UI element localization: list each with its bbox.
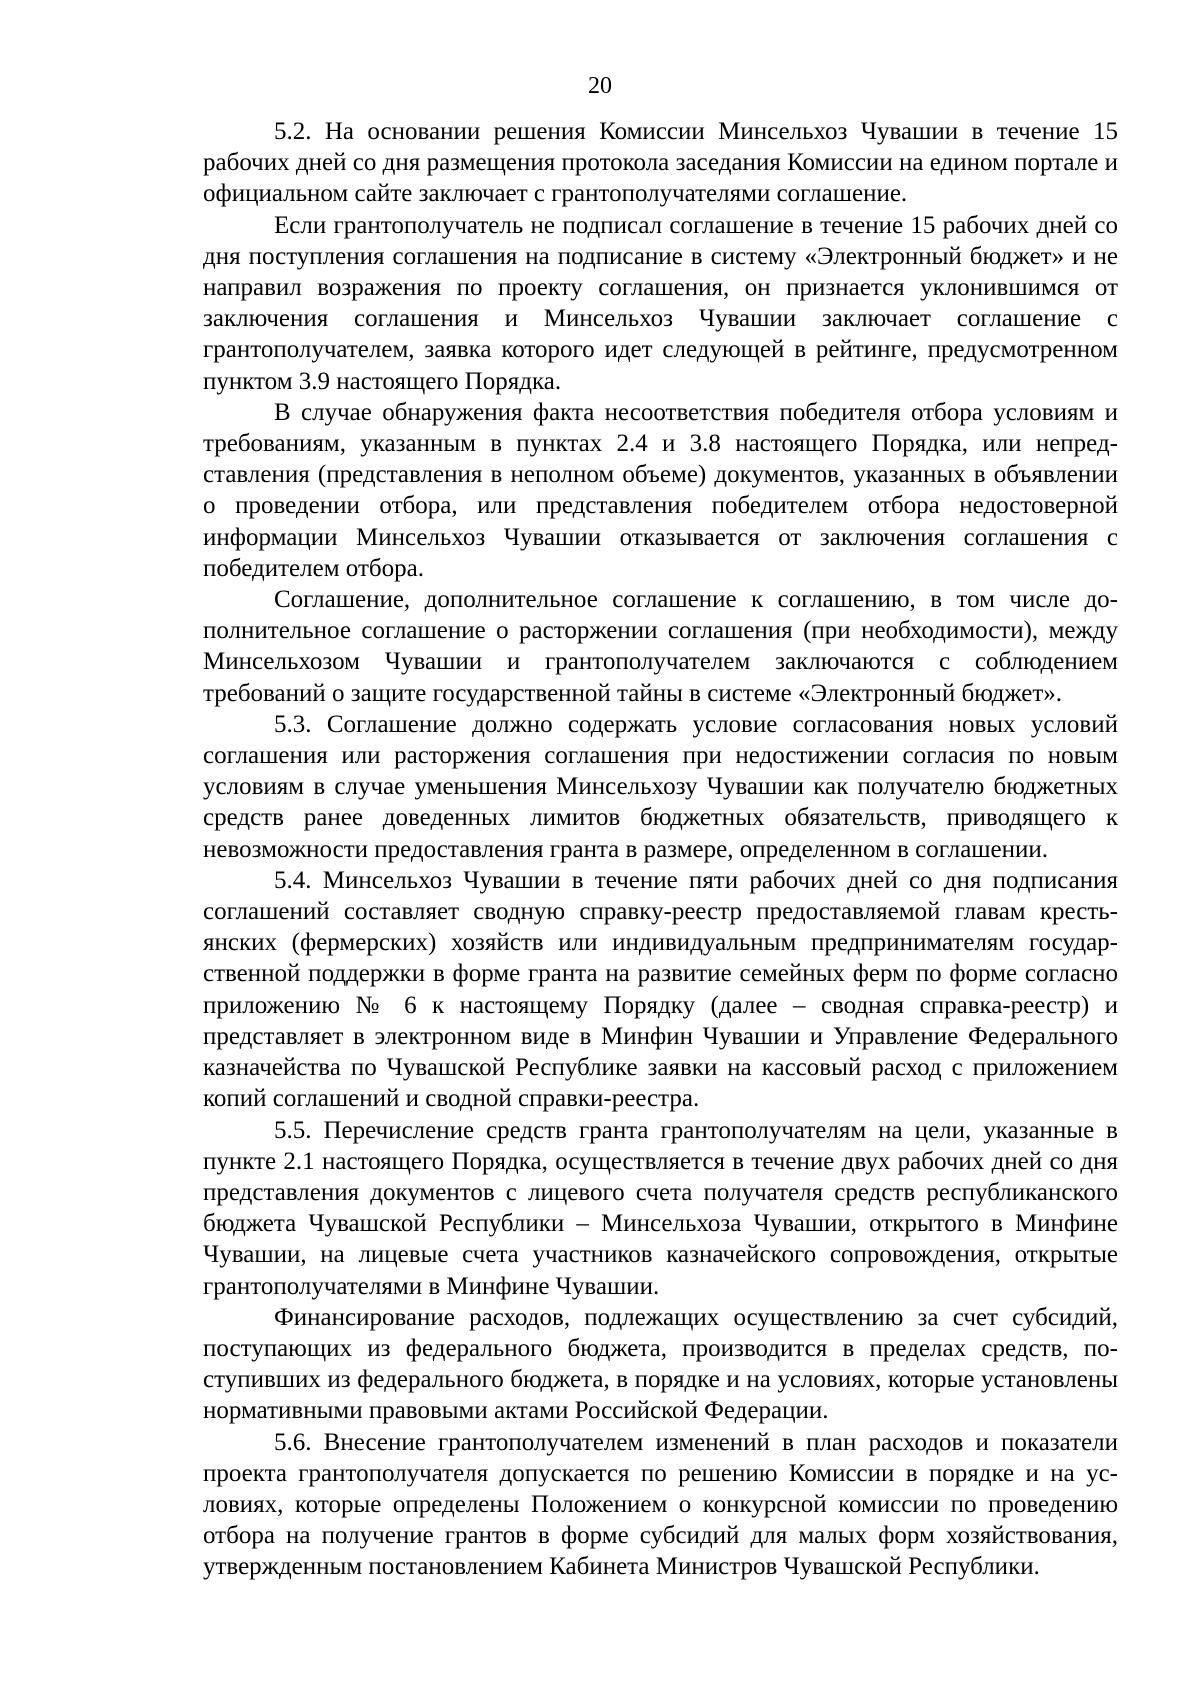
paragraph-5-6: 5.6. Внесение грантополучателем изменений в план расходов и показатели проекта грантополучателя допускается по решению Комиссии в порядке и на условиях, которые определены Положением о конкурсной комиссии по проведению отбора на получение грантов в форме субсидий для малых форм хозяйствования, утвержденным постановлением Кабинета Министров Чувашской Республики. (203, 1428, 1118, 1581)
paragraph-5-3: 5.3. Соглашение должно содержать условие согласования новых условий соглашения или расторжения соглашения при недостижении согласия по новым условиям в случае уменьшения Минсельхозу Чувашии как получателю бюджетных средств ранее доведенных лимитов бюджетных обязательств, приводящего к невозможности предоставления гранта в размере, определенном в соглашении. (203, 710, 1118, 863)
document-body (203, 116, 1118, 1583)
page-number: 20 (588, 73, 612, 99)
paragraph-federal-funding: Финансирование расходов, подлежащих осуществлению за счет субсидий, поступающих из федерального бюджета, производится в пределах средств, поступивших из федерального бюджета, в порядке и на условиях, которые установлены нормативными правовыми актами Российской Федерации. (203, 1303, 1118, 1425)
paragraph-5-2: 5.2. На основании решения Комиссии Минсельхоз Чувашии в течение 15 рабочих дней со дня размещения протокола заседания Комиссии на едином портале и официальном сайте заключает с грантополучателями соглашение. (203, 118, 1118, 208)
paragraph-nonconformity: В случае обнаружения факта несоответствия победителя отбора условиям и требованиям, указанным в пунктах 2.4 и 3.8 настоящего Порядка, или непредставления (представления в неполном объеме) документов, указанных в объявлении о проведении отбора, или представления победителем отбора недостоверной информации Минсельхоз Чувашии отказывается от заключения соглашения с победителем отбора. (203, 398, 1118, 582)
paragraph-5-5: 5.5. Перечисление средств гранта грантополучателям на цели, указанные в пункте 2.1 настоящего Порядка, осуществляется в течение двух рабочих дней со дня представления документов с лицевого счета получателя средств республиканского бюджета Чувашской Республики – Минсельхоза Чувашии, открытого в Минфине Чувашии, на лицевые счета участников казначейского сопровождения, открытые грантополучателями в Минфине Чувашии. (203, 1116, 1118, 1300)
paragraph-5-4: 5.4. Минсельхоз Чувашии в течение пяти рабочих дней со дня подписания соглашений составляет сводную справку-реестр предоставляемой главам крестьянских (фермерских) хозяйств или индивидуальным предпринимателям государственной поддержки в форме гранта на развитие семейных ферм по форме согласно приложению № 6 к настоящему Порядку (далее – сводная справка-реестр) и представляет в электронном виде в Минфин Чувашии и Управление Федерального казначейства по Чувашской Республике заявки на кассовый расход с приложением копий соглашений и сводной справки-реестра. (203, 866, 1118, 1113)
paragraph-unsigned-agreement: Если грантополучатель не подписал соглашение в течение 15 рабочих дней со дня поступления соглашения на подписание в систему «Электронный бюджет» и не направил возражения по проекту соглашения, он признается уклонившимся от заключения соглашения и Минсельхоз Чувашии заключает соглашение с грантополучателем, заявка которого идет следующей в рейтинге, предусмотренном пунктом 3.9 настоящего Порядка. (203, 211, 1118, 395)
paragraph-agreement-secrecy: Соглашение, дополнительное соглашение к соглашению, в том числе дополнительное соглашение о расторжении соглашения (при необходимости), между Минсельхозом Чувашии и грантополучателем заключаются с соблюдением требований о защите государственной тайны в системе «Электронный бюджет». (203, 586, 1118, 707)
